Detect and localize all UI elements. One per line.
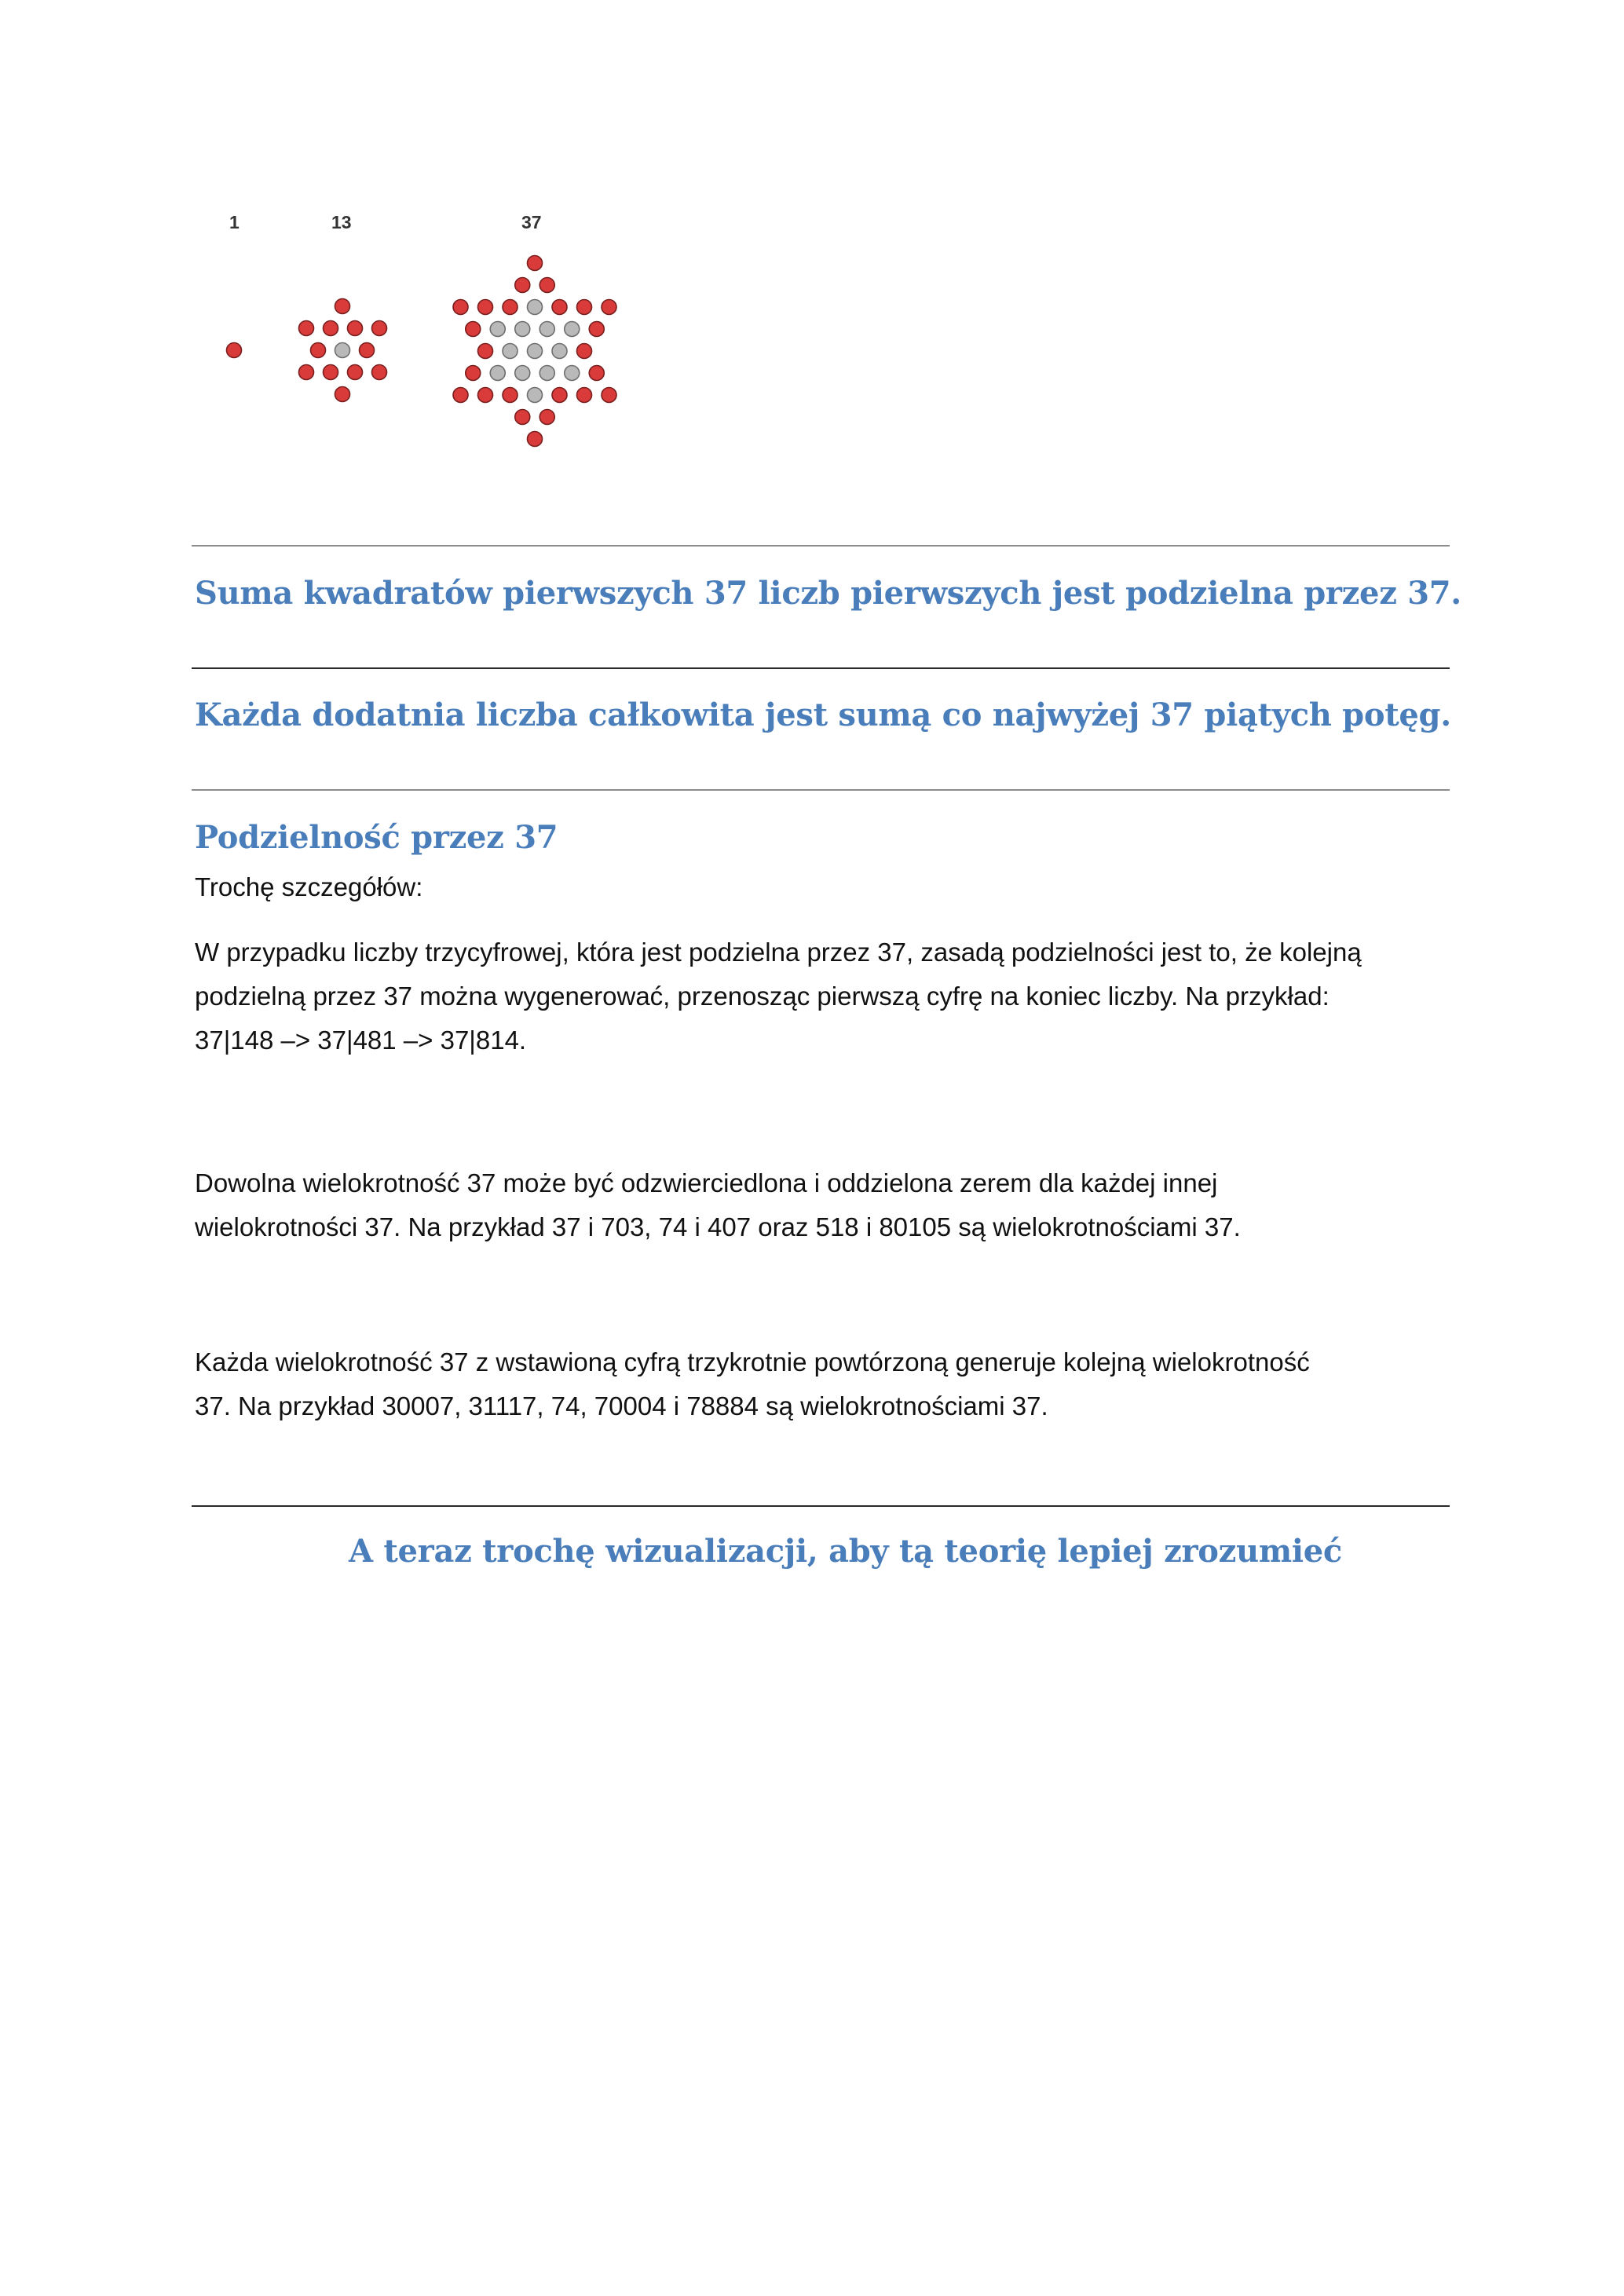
para1-line2: podzielną przez 37 można wygenerować, przenosząc pierwszą cyfrę na koniec liczby. Na przykład: [195,982,1330,1011]
statement-sum-of-squares: Suma kwadratów pierwszych 37 liczb pierwszych jest podzielna przez 37. [195,575,1461,612]
divisibility-subtitle [195,865,1451,909]
star-13-outer-dot [324,365,338,380]
star-37-outer-dot [577,300,592,315]
para1-line3: 37|148 –> 37|481 –> 37|814. [195,1026,527,1055]
star-37-outer-dot [602,388,616,403]
star-37-outer-dot [466,366,481,381]
star-37-outer-dot [478,388,493,403]
star-37-outer-dot [602,300,616,315]
divider-2 [192,667,1450,669]
divider-3 [192,789,1450,791]
star-37-outer-dot [589,366,604,381]
star-37-outer-dot [503,300,518,315]
closing-title: A teraz trochę wizualizacji, aby tą teorię lepiej zrozumieć [349,1533,1342,1570]
star-dots-diagram [0,0,1624,471]
star-37-inner-dot [490,322,505,337]
star-37-outer-dot [528,432,543,447]
figure-label-13: 13 [331,212,352,232]
star-37-outer-dot [540,278,554,293]
star-37-outer-dot [552,388,567,403]
star-37-outer-dot [503,388,518,403]
star-37-outer-dot [478,344,493,359]
figure-label-37: 37 [521,212,542,232]
para3-line2: 37. Na przykład 30007, 31117, 74, 70004 i 78884 są wielokrotnościami 37. [195,1391,1048,1420]
divider-1 [192,545,1450,547]
star-37-outer-dot [515,410,530,425]
star-37-outer-dot [540,410,554,425]
para2-line2: wielokrotności 37. Na przykład 37 i 703, 74 i 407 oraz 518 i 80105 są wielokrotnościami 37. [195,1212,1241,1241]
star-37-outer-dot [552,300,567,315]
star-13-outer-dot [348,321,363,336]
star-37-outer-dot [515,278,530,293]
star-1-dot [227,343,242,358]
star-37-outer-dot [478,300,493,315]
figure-label-1: 1 [229,212,240,232]
star-13-outer-dot [348,365,363,380]
star-13-inner-dot [335,343,350,358]
star-37-inner-dot [515,366,530,381]
star-13-outer-dot [299,321,314,336]
divisibility-paragraph-3 [195,1340,1451,1428]
star-37-inner-dot [528,388,543,403]
star-37-outer-dot [577,344,592,359]
star-37-inner-dot [565,366,580,381]
star-37-outer-dot [453,388,468,403]
para1-line1: W przypadku liczby trzycyfrowej, która jest podzielna przez 37, zasadą podzielności jest to, że kolejną [195,938,1362,967]
star-13-outer-dot [335,299,350,314]
star-13-outer-dot [372,365,387,380]
star-13-outer-dot [299,365,314,380]
divisibility-paragraph-1 [195,930,1451,1062]
star-37-inner-dot [528,300,543,315]
star-13-outer-dot [335,387,350,402]
star-37-inner-dot [552,344,567,359]
para2-line1: Dowolna wielokrotność 37 może być odzwierciedlona i oddzielona zerem dla każdej innej [195,1168,1218,1197]
divisibility-paragraph-2 [195,1161,1451,1249]
star-37-inner-dot [515,322,530,337]
star-37-outer-dot [577,388,592,403]
star-37-inner-dot [503,344,518,359]
star-37-outer-dot [528,256,543,271]
star-37-inner-dot [490,366,505,381]
statement-fifth-powers: Każda dodatnia liczba całkowita jest sumą co najwyżej 37 piątych potęg. [195,696,1451,733]
star-37-inner-dot [540,322,554,337]
divisibility-title: Podzielność przez 37 [195,819,558,856]
star-37-inner-dot [540,366,554,381]
star-13-outer-dot [324,321,338,336]
star-37-outer-dot [466,322,481,337]
star-37-inner-dot [565,322,580,337]
star-13-outer-dot [311,343,326,358]
star-13-outer-dot [372,321,387,336]
star-13-outer-dot [360,343,375,358]
star-37-outer-dot [589,322,604,337]
para3-line1: Każda wielokrotność 37 z wstawioną cyfrą trzykrotnie powtórzoną generuje kolejną wielokrotność [195,1347,1310,1377]
subtitle-text: Trochę szczegółów: [195,872,423,901]
star-37-outer-dot [453,300,468,315]
divider-4 [192,1505,1450,1507]
star-37-inner-dot [528,344,543,359]
